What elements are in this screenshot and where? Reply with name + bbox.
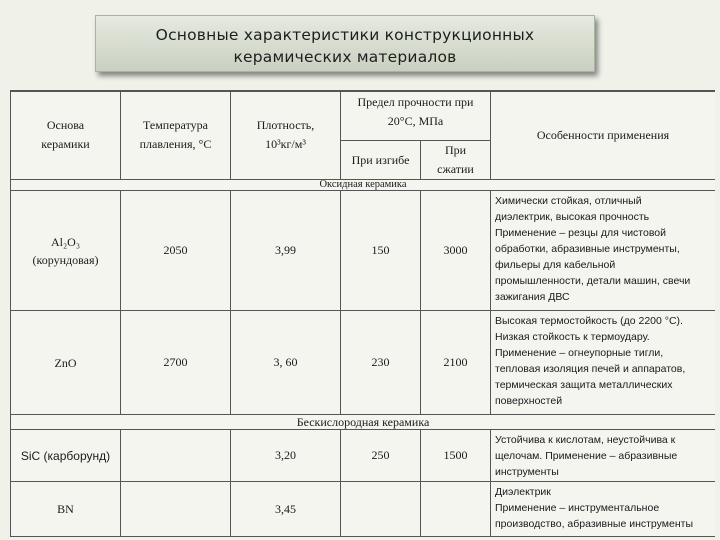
note-line: Устойчива к кислотам, неустойчива к (495, 434, 676, 446)
header-compress-line2: сжатии (437, 162, 474, 176)
header-strength (341, 91, 491, 141)
header-density (231, 91, 341, 180)
header-base-line2: керамики (41, 137, 90, 151)
table-row (11, 430, 716, 482)
note-line: производство, абразивные инструменты (495, 518, 693, 530)
header-temp-line1: Температура (143, 118, 208, 132)
slide-title (95, 15, 595, 72)
material-subname: (корундовая) (32, 252, 99, 267)
section-oxygenfree: Бескислородная керамика (11, 415, 716, 430)
density-cell: 3, 60 (231, 311, 341, 415)
note-line: поверхностей (495, 395, 563, 407)
header-compression (421, 141, 491, 180)
header-density-line1: Плотность, (256, 118, 315, 132)
note-line: обработки, абразивные инструменты, (495, 243, 680, 255)
header-base (11, 91, 121, 180)
note-line: Применение – резцы для чистовой (495, 227, 667, 239)
note-line: щелочам. Применение – абразивные (495, 450, 678, 462)
header-compress-line1: При (444, 143, 467, 157)
table-row (11, 191, 716, 311)
material-cell (11, 191, 121, 311)
application-notes (491, 311, 716, 415)
density-cell: 3,20 (231, 430, 341, 482)
compression-cell: 1500 (421, 430, 491, 482)
compression-cell: 3000 (421, 191, 491, 311)
header-strength-line2: 20°С, МПа (387, 114, 444, 128)
compression-cell: 2100 (421, 311, 491, 415)
note-line: зажигания ДВС (495, 291, 570, 303)
note-line: Химически стойкая, отличный (495, 195, 642, 207)
note-line: диэлектрик, высокая прочность (495, 211, 650, 223)
material-cell (11, 482, 121, 537)
note-line: Диэлектрик (495, 486, 551, 498)
melting-temp-cell: 2050 (121, 191, 231, 311)
note-line: промышленности, детали машин, свечи (495, 275, 691, 287)
section-row-oxygenfree (11, 415, 716, 430)
header-melting-temp (121, 91, 231, 180)
melting-temp-cell (121, 430, 231, 482)
melting-temp-cell: 2700 (121, 311, 231, 415)
material-cell (11, 430, 121, 482)
note-line: Низкая стойкость к термоудару. (495, 331, 650, 343)
header-strength-line1: Предел прочности при (357, 95, 474, 109)
table-row (11, 311, 716, 415)
application-notes (491, 191, 716, 311)
material-formula: SiC (карборунд) (20, 448, 111, 463)
title-line-2: керамических материалов (233, 48, 457, 66)
ceramics-table-container (10, 90, 715, 540)
compression-cell (421, 482, 491, 537)
material-cell (11, 311, 121, 415)
header-density-line2: 10³кг/м³ (265, 137, 306, 151)
application-notes (491, 482, 716, 537)
melting-temp-cell (121, 482, 231, 537)
density-cell: 3,99 (231, 191, 341, 311)
note-line: термическая защита металлических (495, 379, 673, 391)
density-cell: 3,45 (231, 482, 341, 537)
note-line: инструменты (495, 466, 559, 478)
material-formula: Al₂O₃ (50, 234, 81, 249)
note-line: Высокая термостойкость (до 2200 °С). (495, 315, 683, 327)
ceramics-table (10, 90, 715, 537)
header-application: Особенности применения (491, 91, 716, 180)
table-top-rule (10, 90, 715, 92)
material-formula: ZnO (54, 355, 77, 370)
section-row-oxide (11, 180, 716, 191)
title-line-1: Основные характеристики конструкционных (155, 26, 535, 44)
application-notes (491, 430, 716, 482)
header-base-line1: Основа (46, 118, 85, 132)
section-oxide: Оксидная керамика (11, 180, 716, 191)
bending-cell: 250 (341, 430, 421, 482)
note-line: Применение – инструментальное (495, 502, 660, 514)
material-formula: BN (57, 502, 74, 516)
header-row (11, 91, 716, 141)
bending-cell (341, 482, 421, 537)
note-line: Применение – огнеупорные тигли, (495, 347, 664, 359)
bending-cell: 150 (341, 191, 421, 311)
note-line: фильеры для кабельной (495, 259, 616, 271)
note-line: тепловая изоляция печей и аппаратов, (495, 363, 686, 375)
header-temp-line2: плавления, °С (139, 137, 212, 151)
header-bending: При изгибе (341, 141, 421, 180)
bending-cell: 230 (341, 311, 421, 415)
table-row (11, 482, 716, 537)
